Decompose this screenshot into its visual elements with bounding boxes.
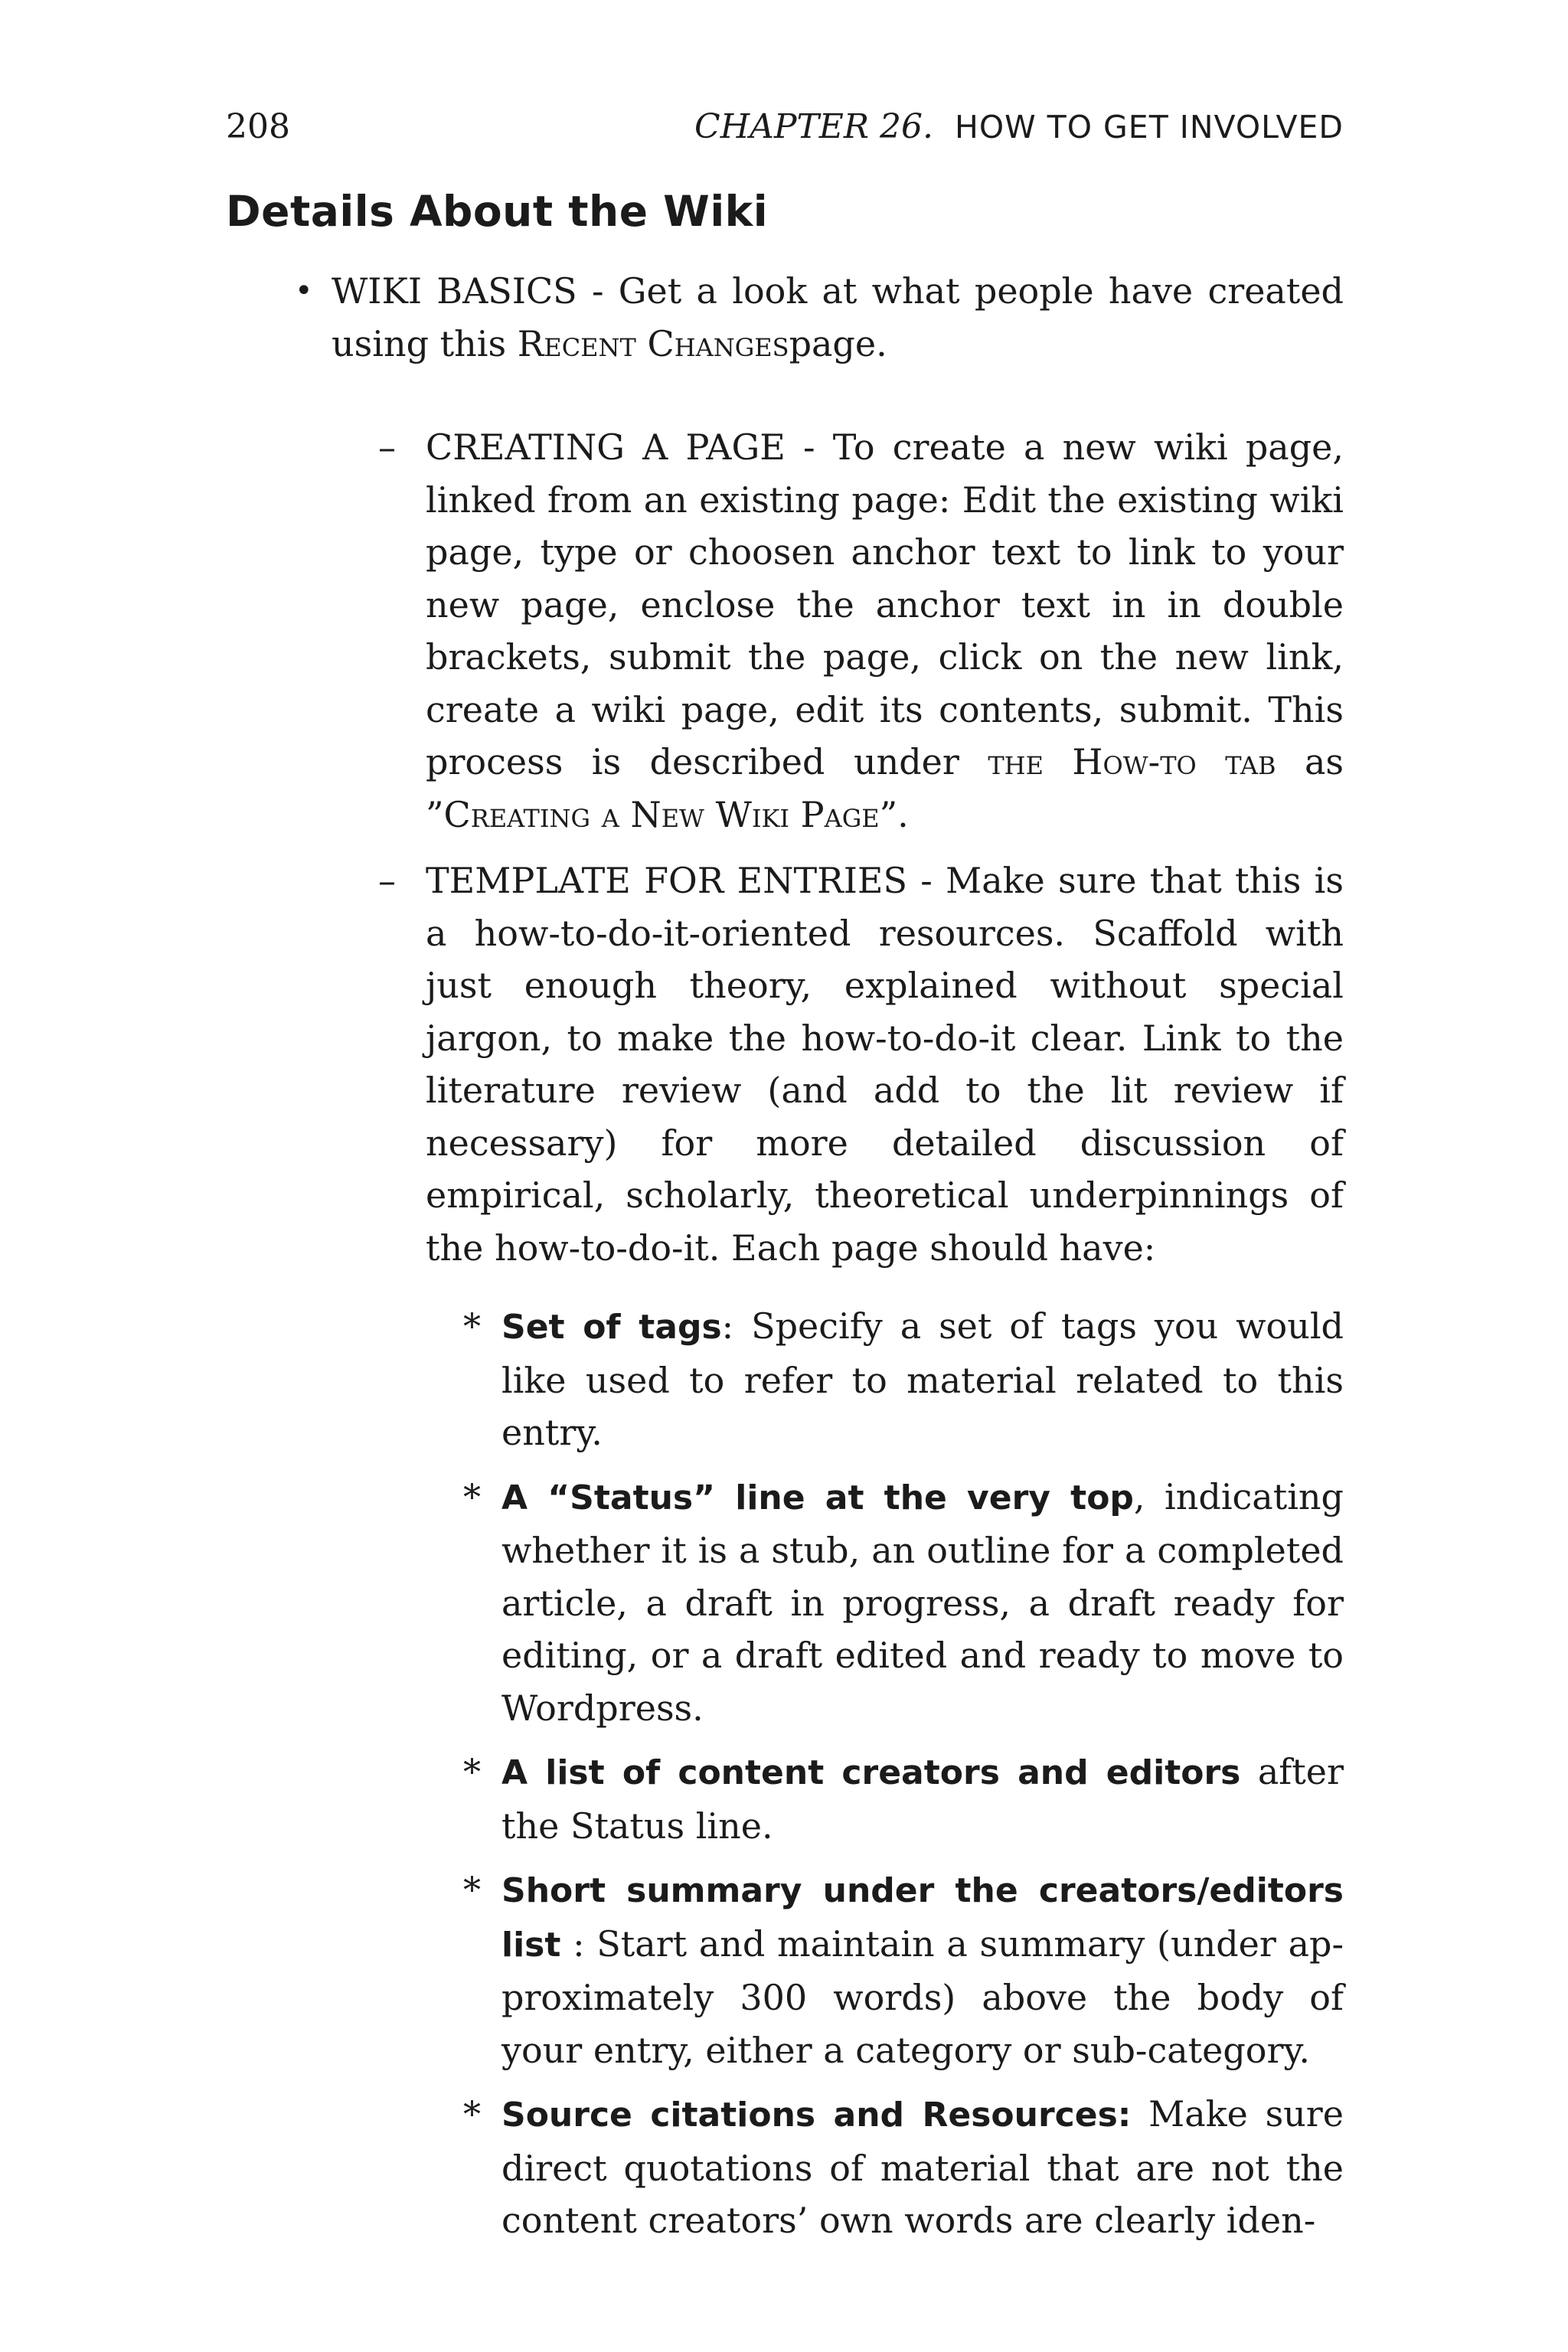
creating-page-end: ”. (879, 793, 909, 835)
wiki-details-list (295, 265, 1344, 370)
requirement-item (463, 1471, 1344, 1735)
recent-changes-link[interactable]: Recent Changes (517, 322, 789, 364)
running-header (226, 107, 1344, 153)
page-number: 208 (226, 107, 290, 146)
list-item-creating-page (378, 421, 1344, 841)
dash-marker: – (378, 426, 396, 468)
star-marker: * (463, 2093, 481, 2135)
requirement-text: , indicating whether it is a stub, an outline for a completed article, a draft in progress, a draft ready for editing, or a draft edited and ready to move to Wordpress. (501, 1475, 1344, 1729)
requirement-lead: Short summary under the creators/editors list (501, 1871, 1344, 1965)
chapter-title: HOW TO GET INVOLVED (955, 109, 1344, 145)
chapter-heading (694, 107, 1344, 146)
requirement-item (463, 1300, 1344, 1459)
requirement-item (463, 1864, 1344, 2076)
list-item-template (378, 854, 1344, 1274)
requirement-lead: A “Status” line at the very top (501, 1478, 1134, 1517)
star-marker: * (463, 1751, 481, 1792)
requirement-item (463, 1746, 1344, 1852)
wiki-basics-tail: page. (789, 322, 887, 364)
requirement-text: Make sure direct quotations of material that are not the content creators’ own words are clearly iden- (501, 2093, 1344, 2241)
requirement-text: : Specify a set of tags you would like used to refer to material related to this entry. (501, 1305, 1344, 1453)
requirement-lead: Source citations and Resources: (501, 2096, 1132, 2135)
requirement-lead: Set of tags (501, 1308, 722, 1347)
star-marker: * (463, 1305, 481, 1347)
requirement-lead: A list of content creators and editors (501, 1753, 1241, 1792)
list-item-wiki-basics (295, 265, 1344, 370)
chapter-number: CHAPTER 26. (694, 107, 934, 146)
creating-page-text: CREATING A PAGE - To create a new wiki page, linked from an existing page: Edit the existing wiki page, type or choosen anchor text to link to your new page, enclose the anchor text in in double brackets, submit the page, click on the new link, create a wiki page, edit its contents, submit. This process is described under (426, 426, 1344, 782)
wiki-basics-text: WIKI BASICS - Get a look at what people have created using this (332, 270, 1344, 364)
template-requirements-list (463, 1300, 1344, 2259)
star-marker: * (463, 1475, 481, 1517)
creating-new-wiki-page-ref: Creating a New Wiki Page (443, 793, 880, 835)
dash-marker: – (378, 860, 396, 901)
wiki-subitems-list (378, 421, 1344, 1274)
how-to-tab-link[interactable]: the How-to tab (988, 741, 1276, 782)
creating-page-mid: as ” (426, 741, 1344, 835)
requirement-text: after the Status line. (501, 1751, 1344, 1847)
bullet-marker: • (295, 273, 313, 309)
star-marker: * (463, 1869, 481, 1910)
section-title: Details About the Wiki (226, 187, 769, 236)
template-text: TEMPLATE FOR ENTRIES - Make sure that this is a how-to-do-it-oriented resources. Scaffold with just enough theory, explained without special jargon, to make the how-to-do-it clear. Link to the literature review (and add to the lit review if necessary) for more detailed discussion of empirical, scholarly, theoretical underpinnings of the how-to-do-it. Each page should have: (426, 860, 1344, 1269)
requirement-text: : Start and maintain a summary (under approximately 300 words) above the body of your entry, either a category or sub-category. (501, 1922, 1344, 2071)
requirement-item (463, 2088, 1344, 2247)
